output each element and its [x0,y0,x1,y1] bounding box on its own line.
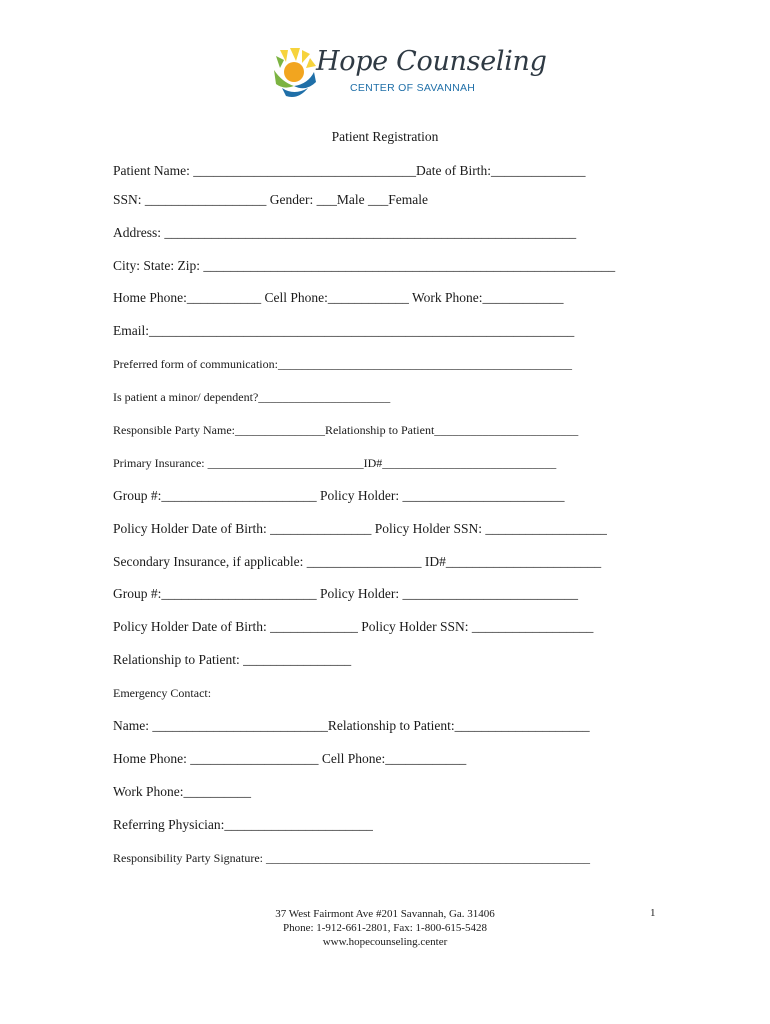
page-number: 1 [650,907,656,919]
form-line-group-policy-holder-1[interactable]: Group #:_______________________ Policy Holder: ________________________ [113,488,565,503]
logo [274,46,547,102]
form-line-secondary-insurance[interactable]: Secondary Insurance, if applicable: _________________ ID#_______________________ [113,554,602,569]
form-line-work-phone[interactable]: Work Phone:__________ [113,784,252,799]
form-line-policy-holder-dob-ssn-2[interactable]: Policy Holder Date of Birth: _____________ Policy Holder SSN: __________________ [113,619,594,634]
footer-phone: Phone: 1-912-661-2801, Fax: 1-800-615-5428 [282,922,488,934]
footer-website: www.hopecounseling.center [322,936,448,948]
form-line-relationship-to-patient[interactable]: Relationship to Patient: ________________ [113,652,352,667]
form-line-ssn-gender[interactable]: SSN: __________________ Gender: ___Male ___Female [113,192,428,207]
form-line-phones[interactable]: Home Phone:___________ Cell Phone:____________ Work Phone:____________ [113,290,564,305]
sun-leaf-logo-icon [274,48,320,102]
footer [200,907,570,949]
form-line-city-state-zip[interactable]: City: State: Zip: _____________________________________________________________ [113,258,616,273]
form-line-emergency-phones[interactable]: Home Phone: ___________________ Cell Phone:____________ [113,751,467,766]
form-line-emergency-name[interactable]: Name: __________________________Relationship to Patient:____________________ [113,718,590,733]
form-line-referring-physician[interactable]: Referring Physician:______________________ [113,817,373,832]
form-line-address[interactable]: Address: _____________________________________________________________ [113,225,577,240]
footer-address: 37 West Fairmont Ave #201 Savannah, Ga. 31406 [275,908,495,920]
form-line-policy-holder-dob-ssn-1[interactable]: Policy Holder Date of Birth: _______________ Policy Holder SSN: __________________ [113,521,607,536]
form-line-patient-name[interactable]: Patient Name: _________________________________Date of Birth:______________ [113,163,586,178]
form-line-preferred-communication[interactable]: Preferred form of communication:_________________________________________________ [113,357,572,371]
section-heading-emergency-contact: Emergency Contact: [113,686,212,700]
logo-name: Hope Counseling [316,46,547,77]
logo-subtitle: CENTER OF SAVANNAH [350,82,476,94]
form-line-minor-dependent[interactable]: Is patient a minor/ dependent?______________________ [113,390,391,404]
form-line-primary-insurance[interactable]: Primary Insurance: __________________________ID#_____________________________ [113,456,557,470]
form-line-signature[interactable]: Responsibility Party Signature: ______________________________________________________ [113,851,590,865]
form-line-responsible-party[interactable]: Responsible Party Name:_______________Relationship to Patient________________________ [113,423,579,437]
form-line-email[interactable]: Email:_______________________________________________________________ [113,323,575,338]
form-line-group-policy-holder-2[interactable]: Group #:_______________________ Policy Holder: __________________________ [113,586,578,601]
form-title: Patient Registration [331,129,439,144]
